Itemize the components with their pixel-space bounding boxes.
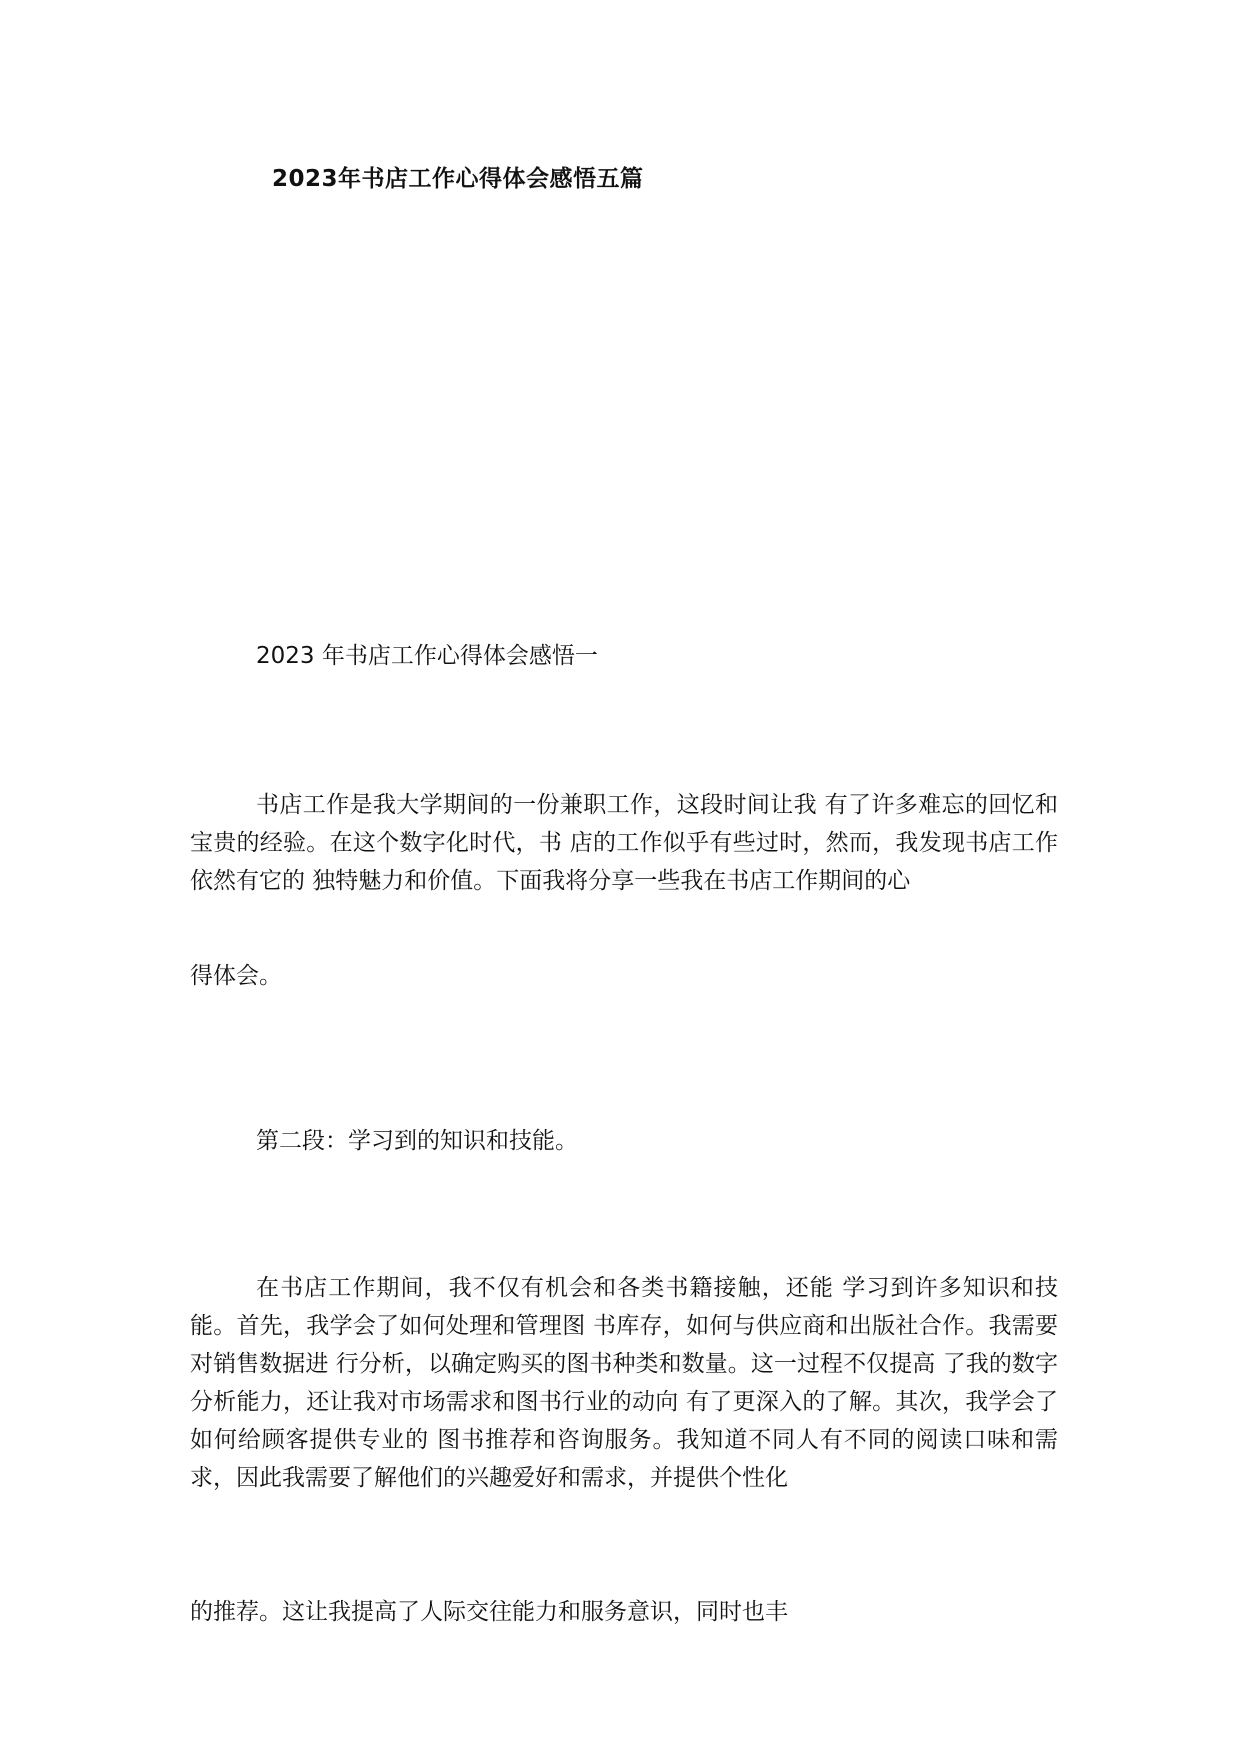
section-2-paragraph-continued: 的推荐。这让我提高了人际交往能力和服务意识，同时也丰 [190, 1599, 788, 1625]
section-2-paragraph: 在书店工作期间，我不仅有机会和各类书籍接触，还能 学习到许多知识和技能。首先，我学会了如何处理和管理图 书库存，如何与供应商和出版社合作。我需要对销售数据进 行分析，以确定购买的图书种类和数量。这一过程不仅提高 了我的数字分析能力，还让我对市场需求和图书行业的动向 有了更深入的了解。其次，我学会了如何给顾客提供专业的 图书推荐和咨询服务。我知道不同人有不同的阅读口味和需 求，因此我需要了解他们的兴趣爱好和需求，并提供个性化 [190, 1275, 1058, 1491]
section-heading-1: 2023 年书店工作心得体会感悟一 [256, 643, 598, 669]
document-title: 2023年书店工作心得体会感悟五篇 [272, 166, 644, 192]
section-heading-2: 第二段：学习到的知识和技能。 [256, 1128, 578, 1154]
section-1-paragraph-continued: 得体会。 [190, 963, 282, 989]
section-1-paragraph: 书店工作是我大学期间的一份兼职工作，这段时间让我 有了许多难忘的回忆和宝贵的经验。在这个数字化时代，书 店的工作似乎有些过时，然而，我发现书店工作依然有它的 独特魅力和价值。下面我将分享一些我在书店工作期间的心 [190, 792, 1058, 894]
